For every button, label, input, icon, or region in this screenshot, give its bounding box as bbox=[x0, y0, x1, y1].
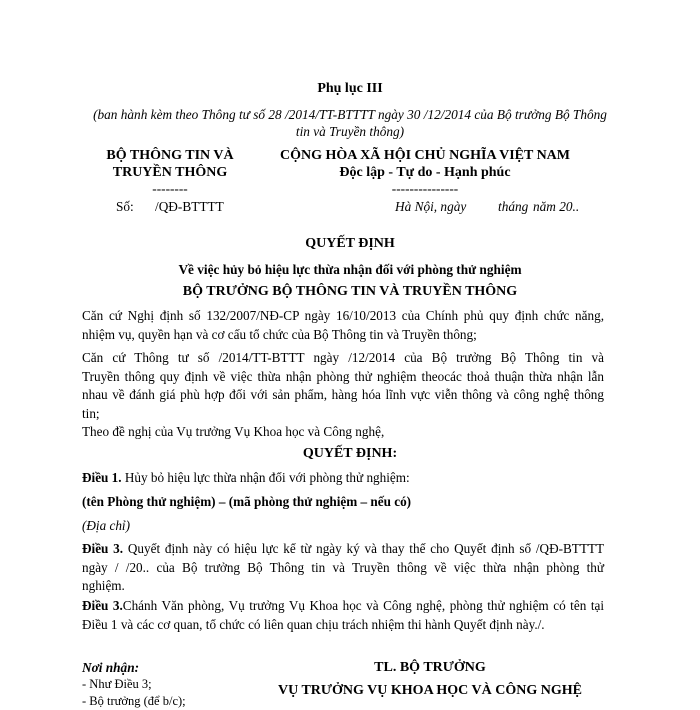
article-3-line-1: Quyết định này có hiệu lực kể từ ngày ký và thay thế cho Quyết định số /QĐ-BTTTT bbox=[123, 541, 605, 556]
legal-basis-2-line-3: nhau về đánh giá phù hợp đối với sản phẩm, hàng hóa lĩnh vực viễn thông và công nghệ thông bbox=[82, 387, 604, 402]
document-number-label: Số: bbox=[116, 199, 134, 214]
legal-basis-2-line-4: tin; bbox=[82, 405, 100, 421]
article-1 bbox=[82, 469, 604, 488]
article-3-line-2: ngày / /20.. của Bộ trưởng Bộ Thông tin và Truyền thông về việc thừa nhận phòng thử bbox=[82, 559, 604, 575]
address-text: (Địa chỉ) bbox=[82, 518, 130, 533]
issuing-authority: BỘ TRƯỞNG BỘ THÔNG TIN VÀ TRUYỀN THÔNG bbox=[182, 284, 518, 299]
agency-divider: -------- bbox=[152, 181, 188, 196]
legal-basis-3-line-1: Theo đề nghị của Vụ trưởng Vụ Khoa học và Công nghệ, bbox=[82, 424, 385, 439]
recipient-item: - Như Điều 3; bbox=[82, 677, 152, 691]
article-implementation-label: Điều 3. bbox=[82, 598, 123, 613]
legal-basis-2-line-1: Căn cứ Thông tư số /2014/TT-BTTT ngày /12/2014 của Bộ trưởng Bộ Thông tin và bbox=[82, 350, 604, 365]
decision-heading: QUYẾT ĐỊNH bbox=[305, 236, 395, 251]
decides-heading: QUYẾT ĐỊNH: bbox=[302, 446, 398, 461]
legal-basis-1-line-1: Căn cứ Nghị định số 132/2007/NĐ-CP ngày 16/10/2013 của Chính phủ quy định chức năng, bbox=[82, 308, 604, 323]
motto-divider: --------------- bbox=[391, 181, 459, 196]
place-date: Hà Nội, ngày bbox=[395, 199, 467, 214]
legal-basis-2-line-2: Truyền thông quy định về việc thừa nhận phòng thử nghiệm theocác thoả thuận thừa nhận lẫn bbox=[82, 368, 604, 384]
legal-basis-1-line-2: nhiệm vụ, quyền hạn và cơ cấu tổ chức của Bộ Thông tin và Truyền thông; bbox=[82, 326, 477, 342]
appendix-title: Phụ lục III bbox=[317, 81, 383, 96]
signature-title-line-1: TL. BỘ TRƯỞNG bbox=[374, 660, 486, 675]
lab-name-line bbox=[82, 493, 604, 512]
address-line bbox=[82, 517, 604, 536]
legal-basis-1 bbox=[82, 307, 604, 344]
date-year: năm 20.. bbox=[533, 199, 580, 214]
article-implementation-line-2: Điều 1 và các cơ quan, tổ chức có liên quan chịu trách nhiệm thi hành Quyết định này./. bbox=[82, 616, 545, 632]
agency-name-line-1: BỘ THÔNG TIN VÀ bbox=[106, 148, 234, 163]
nation-name: CỘNG HÒA XÃ HỘI CHỦ NGHĨA VIỆT NAM bbox=[279, 148, 570, 163]
article-3-label: Điều 3. bbox=[82, 541, 124, 556]
article-3-line-3: nghiệm. bbox=[82, 578, 125, 593]
document-number-value: /QĐ-BTTTT bbox=[155, 199, 224, 214]
lab-name-text: (tên Phòng thử nghiệm) – (mã phòng thử nghiệm – nếu có) bbox=[82, 494, 412, 509]
legal-basis-3 bbox=[82, 423, 604, 442]
national-motto: Độc lập - Tự do - Hạnh phúc bbox=[339, 165, 511, 180]
agency-name-line-2: TRUYỀN THÔNG bbox=[112, 165, 228, 180]
appendix-note-line-1: (ban hành kèm theo Thông tư số 28 /2014/TT-BTTTT ngày 30 /12/2014 của Bộ trưởng Bộ Thông bbox=[93, 107, 607, 122]
decision-subject: Về việc hủy bỏ hiệu lực thừa nhận đối với phòng thử nghiệm bbox=[178, 262, 522, 277]
recipients-block bbox=[82, 660, 186, 710]
appendix-note-line-2: tin và Truyền thông) bbox=[295, 124, 405, 139]
date-month: tháng bbox=[498, 199, 529, 214]
article-implementation bbox=[82, 597, 604, 634]
recipients-label: Nơi nhận: bbox=[82, 660, 140, 675]
article-1-label: Điều 1. bbox=[82, 470, 122, 485]
article-3 bbox=[82, 540, 604, 596]
article-implementation-line-1: Chánh Văn phòng, Vụ trưởng Vụ Khoa học và Công nghệ, phòng thử nghiệm có tên tại bbox=[122, 598, 605, 613]
recipient-item: - Bộ trưởng (để b/c); bbox=[82, 694, 186, 708]
signature-title-line-2: VỤ TRƯỞNG VỤ KHOA HỌC VÀ CÔNG NGHỆ bbox=[277, 683, 582, 698]
article-1-text: Hủy bỏ hiệu lực thừa nhận đối với phòng thử nghiệm: bbox=[121, 470, 410, 485]
legal-basis-2 bbox=[82, 349, 604, 423]
